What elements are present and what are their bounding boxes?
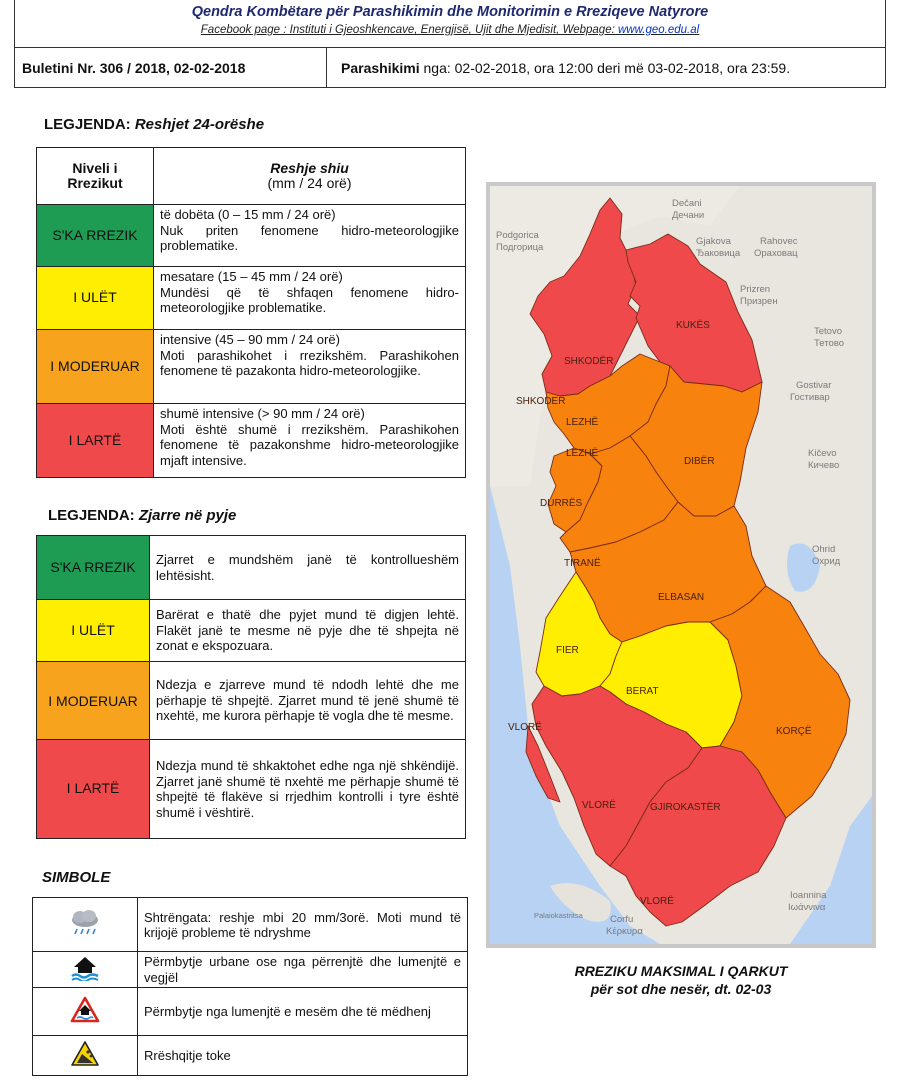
urban-flood-icon	[70, 955, 100, 981]
symbol-desc: Përmbytje nga lumenjtë e mesëm dhe të mëdhenj	[138, 988, 468, 1036]
place-prizren: Prizren	[740, 284, 771, 295]
fire-legend-heading-italic: Zjarre në pyje	[138, 507, 237, 524]
fire-level-moderate: I MODERUAR	[37, 662, 150, 740]
place-prizren-cyr: Призрен	[740, 296, 778, 307]
forecast-period	[341, 60, 790, 76]
rain-row	[37, 267, 466, 330]
rain-row	[37, 404, 466, 478]
header-divider	[14, 47, 886, 48]
place-ioannina: Ioannina	[790, 890, 827, 901]
rain-level-moderate: I MODERUAR	[37, 330, 154, 404]
place-rahovec: Rahovec	[760, 236, 798, 247]
place-gjakova: Gjakova	[696, 236, 731, 247]
label-fier: FIER	[556, 645, 579, 656]
label-lezhe-city: LEZHË	[566, 448, 599, 459]
thunderstorm-cloud-icon	[68, 908, 102, 938]
symbol-row	[33, 1036, 468, 1076]
symbol-row	[33, 952, 468, 988]
place-gostivar-cyr: Гостивар	[790, 392, 830, 403]
rain-desc	[154, 404, 466, 478]
label-shkoder: SHKODËR	[564, 356, 614, 367]
website-link[interactable]: www.geo.edu.al	[618, 24, 700, 36]
place-palaiokastritsa: Palaiokastritsa	[534, 911, 583, 920]
map-caption	[486, 962, 876, 998]
rain-desc-line1: shumë intensive (> 90 mm / 24 orë)	[160, 406, 365, 421]
rain-desc	[154, 205, 466, 267]
forecast-dates: nga: 02-02-2018, ora 12:00 deri më 03-02-2018, ora 23:59.	[419, 60, 791, 76]
label-vlore-city: VLORË	[508, 722, 542, 733]
label-vlore-south: VLORË	[640, 896, 674, 907]
place-tetovo: Tetovo	[814, 326, 842, 337]
rain-row	[37, 330, 466, 404]
river-flood-warning-icon	[70, 996, 100, 1024]
rain-col-value-header	[154, 148, 466, 205]
symbol-icon-cell	[33, 988, 138, 1036]
symbol-icon-cell	[33, 898, 138, 952]
rain-desc-text: Moti parashikohet i rrezikshëm. Parashikohen fenomene të pazakonta hidro-meteorologjike.	[160, 347, 459, 378]
label-berat: BERAT	[626, 686, 659, 697]
place-ohrid: Ohrid	[812, 544, 836, 555]
risk-map-svg	[490, 186, 872, 944]
place-tetovo-cyr: Тетово	[814, 338, 844, 349]
place-gjakova-cyr: Ђаковица	[696, 248, 741, 259]
rain-desc-text: Mundësi që të shfaqen fenomene hidro-meteorologjike problematike.	[160, 284, 459, 315]
place-podgorica-cyr: Подгорица	[496, 242, 544, 253]
rain-desc-text: Moti është shumë i rrezikshëm. Parashikohen fenomene të pazakonshme hidro-meteorologjike mjaft intensive.	[160, 421, 459, 468]
place-decani-cyr: Дечани	[672, 210, 705, 221]
place-kicevo-cyr: Кичево	[808, 460, 840, 471]
rain-level-low: I ULËT	[37, 267, 154, 330]
place-gostivar: Gostivar	[796, 380, 832, 391]
rain-legend-heading	[44, 116, 264, 133]
symbol-desc: Përmbytje urbane ose nga përrenjtë dhe lumenjtë e vegjël	[138, 952, 468, 988]
map-caption-line1: RREZIKU MAKSIMAL I QARKUT	[574, 963, 788, 979]
symbols-heading: SIMBOLE	[42, 869, 111, 886]
label-gjirokaster: GJIROKASTËR	[650, 802, 721, 813]
label-lezhe: LEZHË	[566, 417, 599, 428]
rain-desc	[154, 267, 466, 330]
rain-col-unit: (mm / 24 orë)	[267, 175, 352, 191]
place-corfu-greek: Κέρκυρα	[606, 926, 643, 937]
fire-level-no-risk: S'KA RREZIK	[37, 536, 150, 600]
label-tirane: TIRANË	[564, 558, 601, 569]
fire-legend-table	[36, 535, 466, 839]
fire-legend-heading	[48, 507, 236, 524]
rain-desc-line1: të dobëta (0 – 15 mm / 24 orë)	[160, 207, 336, 222]
fire-level-low: I ULËT	[37, 600, 150, 662]
forecast-label: Parashikimi	[341, 60, 420, 76]
place-kicevo: Kičevo	[808, 448, 837, 459]
symbol-row	[33, 898, 468, 952]
place-rahovec-cyr: Ораховац	[754, 248, 798, 259]
rain-level-high: I LARTË	[37, 404, 154, 478]
rain-col-title: Reshje shiu	[270, 159, 349, 176]
label-durres: DURRËS	[540, 498, 583, 509]
label-korce: KORÇË	[776, 726, 812, 737]
rain-legend-header-row	[37, 148, 466, 205]
symbol-row	[33, 988, 468, 1036]
symbol-icon-cell	[33, 1036, 138, 1076]
risk-map	[486, 182, 876, 948]
map-caption-line2: për sot dhe nesër, dt. 02-03	[590, 981, 772, 997]
fire-level-high: I LARTË	[37, 740, 150, 839]
links-line	[14, 24, 886, 36]
fire-desc: Barërat e thatë dhe pyjet mund të digjen lehtë. Flakët janë te mesme në pyje dhe të shpejta në zonat e ekspozuara.	[150, 600, 466, 662]
fire-desc: Ndezja mund të shkaktohet edhe nga një shkëndijë. Zjarret janë shumë të nxehtë me përhapje shumë të shpejtë të flakëve si rrjedhim kontrolli i tyre është shumë i vështirë.	[150, 740, 466, 839]
place-corfu: Corfu	[610, 914, 634, 925]
symbol-desc: Rrëshqitje toke	[138, 1036, 468, 1076]
fire-desc: Zjarret e mundshëm janë të kontrollueshëm lehtësisht.	[150, 536, 466, 600]
symbols-table	[32, 897, 468, 1076]
fire-row	[37, 662, 466, 740]
place-ohrid-cyr: Охрид	[812, 556, 841, 567]
rain-desc-line1: intensive (45 – 90 mm / 24 orë)	[160, 332, 340, 347]
rain-desc	[154, 330, 466, 404]
bulletin-number: Buletini Nr. 306 / 2018, 02-02-2018	[22, 60, 246, 76]
place-ioannina-cyr: Ιωάννινα	[788, 902, 826, 913]
rain-desc-text: Nuk priten fenomene hidro-meteorologjike problematike.	[160, 222, 459, 253]
fire-row	[37, 536, 466, 600]
fire-desc: Ndezja e zjarreve mund të ndodh lehtë dhe me përhapje të shpejtë. Zjarret mund të jenë shumë të nxehtë, me kurora përhapje të vogla dhe të mesme.	[150, 662, 466, 740]
label-elbasan: ELBASAN	[658, 592, 705, 603]
rain-level-no-risk: S'KA RREZIK	[37, 205, 154, 267]
header-vertical-divider	[326, 47, 327, 88]
links-prefix: Facebook page : Instituti i Gjeoshkencave, Energjisë, Ujit dhe Mjedisit, Webpage:	[200, 24, 618, 36]
fire-legend-heading-bold: LEGJENDA:	[48, 507, 139, 524]
rain-legend-table	[36, 147, 466, 478]
rain-col-level-header: Niveli i Rrezikut	[37, 148, 154, 205]
rain-row	[37, 205, 466, 267]
symbol-icon-cell	[33, 952, 138, 988]
label-kukes: KUKËS	[676, 320, 710, 331]
place-podgorica: Podgorica	[496, 230, 539, 241]
rain-desc-line1: mesatare (15 – 45 mm / 24 orë)	[160, 269, 343, 284]
label-diber: DIBËR	[684, 456, 715, 467]
landslide-warning-icon	[70, 1040, 100, 1068]
rain-legend-heading-italic: Reshjet 24-orëshe	[134, 116, 265, 133]
rain-legend-heading-bold: LEGJENDA:	[44, 116, 135, 133]
fire-row	[37, 740, 466, 839]
symbol-desc: Shtrëngata: reshje mbi 20 mm/3orë. Moti mund të krijojë probleme të ndryshme	[138, 898, 468, 952]
fire-row	[37, 600, 466, 662]
place-decani: Dečani	[672, 198, 702, 209]
label-vlore: VLORË	[582, 800, 616, 811]
institute-name: Qendra Kombëtare për Parashikimin dhe Monitorimin e Rreziqeve Natyrore	[191, 4, 709, 20]
label-shkoder-city: SHKODER	[516, 396, 566, 407]
